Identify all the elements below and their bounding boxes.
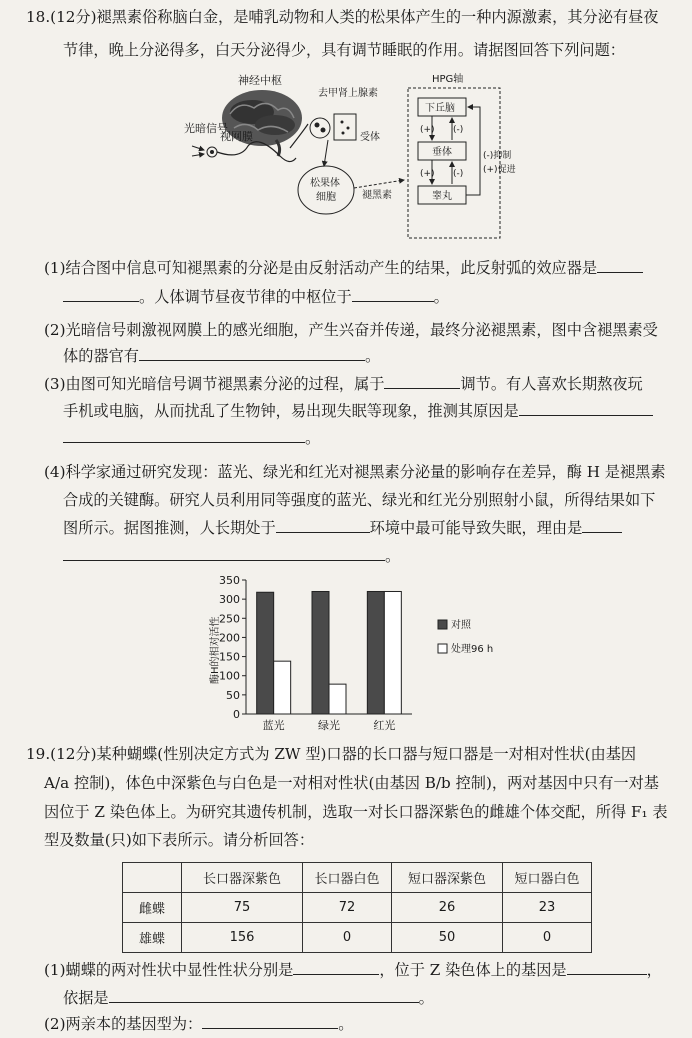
- hpg-axis-label: HPG轴: [432, 74, 464, 85]
- table-header-cell: [123, 863, 182, 893]
- q18-part2-text: 体的器官有: [63, 347, 139, 365]
- y-tick-label: 350: [219, 574, 240, 587]
- melatonin-label: 褪黑素: [362, 190, 392, 201]
- q19-intro-line-2: A/a 控制)，体色中深紫色与白色是一对相对性状(由基因 B/b 控制)，两对基因中只有一对基: [44, 774, 659, 792]
- q18-part3-blank-3[interactable]: [63, 428, 305, 443]
- q18-part4-line-2: 合成的关键酶。研究人员利用同等强度的蓝光、绿光和红光分别照射小鼠，所得结果如下: [63, 491, 656, 509]
- legend-label-1: 处理96 h: [451, 644, 494, 655]
- q18-part3-line-3: [63, 428, 692, 448]
- y-tick-label: 150: [219, 650, 240, 664]
- pineal-cell-label-2: 细胞: [316, 192, 336, 203]
- y-tick-label: 300: [219, 593, 240, 607]
- table-cell: 0: [303, 923, 392, 953]
- table-header-row: [123, 863, 592, 893]
- q19-part1-text: (1)蝴蝶的两对性状中显性性状分别是: [44, 961, 294, 979]
- plus-sign-2: (+): [420, 169, 435, 179]
- legend-label-0: 对照: [451, 620, 471, 631]
- q18-part4-blank-3[interactable]: [63, 546, 385, 561]
- q19-part1-blank-3[interactable]: [109, 988, 419, 1003]
- q18-part4-blank-1[interactable]: [276, 518, 370, 533]
- chart-y-axis-label: 酶H的相对活性: [210, 616, 221, 684]
- brain-icon: [222, 90, 302, 156]
- pineal-cell-label-1: 松果体: [310, 178, 340, 189]
- q18-part4-text: 图所示。据图推测，人长期处于: [63, 519, 276, 537]
- q19-part1-text-3: 依据是: [63, 989, 109, 1007]
- q19-intro-line-4: 型及数量(只)如下表所示。请分析回答：: [44, 831, 315, 849]
- f1-phenotype-table: [122, 862, 592, 953]
- x-category-label: 红光: [373, 719, 396, 732]
- q19-part1-comma: ，: [646, 961, 662, 979]
- x-category-label: 蓝光: [262, 719, 285, 732]
- y-tick-label: 50: [226, 688, 240, 702]
- q19-intro-line-3: 因位于 Z 染色体上。为研究其遗传机制，选取一对长口器深紫色的雌雄个体交配，所得 F₁ 表: [44, 803, 668, 821]
- enzyme-h-activity-chart: [200, 572, 520, 736]
- nerve-center-label: 神经中枢: [238, 74, 282, 87]
- table-row: [123, 923, 592, 953]
- synapse-icon: [310, 114, 356, 140]
- q18-part4-line-1: (4)科学家通过研究发现：蓝光、绿光和红光对褪黑素分泌量的影响存在差异，酶 H 是褪黑素: [44, 463, 666, 481]
- q18-part3-text-3: 手机或电脑，从而扰乱了生物钟，易出现失眠等现象，推测其原因是: [63, 402, 519, 420]
- bar-1-2: [384, 591, 401, 714]
- table-cell: 50: [392, 923, 503, 953]
- testis-label: 睾丸: [432, 191, 452, 202]
- table-header-cell: 短口器深紫色: [392, 863, 503, 893]
- q18-part1-line-2: [63, 287, 692, 307]
- legend-swatch-1: [438, 644, 447, 653]
- table-cell: 雄蝶: [123, 923, 182, 953]
- q18-part4-blank-2[interactable]: [582, 518, 622, 533]
- q18-part2-line-1: (2)光暗信号刺激视网膜上的感光细胞，产生兴奋并传递，最终分泌褪黑素，图中含褪黑素受: [44, 321, 658, 339]
- q18-part1-end: 。: [433, 288, 449, 306]
- q18-part3-line-1: [44, 374, 692, 394]
- table-cell: 156: [182, 923, 303, 953]
- table-row: [123, 893, 592, 923]
- y-tick-label: 200: [219, 631, 240, 645]
- q19-part1-line-1: [44, 960, 692, 980]
- q19-part1-line-2: [63, 988, 692, 1008]
- bar-0-2: [367, 591, 384, 714]
- table-header-cell: 长口器深紫色: [182, 863, 303, 893]
- q19-part1-blank-1[interactable]: [293, 960, 379, 975]
- q18-part4-line-3: [63, 518, 692, 538]
- bar-0-1: [312, 591, 329, 714]
- q18-part3-text-2: 调节。有人喜欢长期熬夜玩: [460, 375, 643, 393]
- q18-part1-blank-2[interactable]: [63, 287, 139, 302]
- y-tick-label: 0: [233, 708, 240, 721]
- norepinephrine-label: 去甲肾上腺素: [318, 88, 378, 99]
- y-tick-label: 250: [219, 612, 240, 626]
- table-header-cell: 短口器白色: [503, 863, 592, 893]
- table-header-cell: 长口器白色: [303, 863, 392, 893]
- q18-part2-line-2: [63, 346, 692, 366]
- pituitary-label: 垂体: [432, 147, 452, 158]
- hypothalamus-label: 下丘脑: [425, 103, 455, 114]
- q18-part1-text-2: 。人体调节昼夜节律的中枢位于: [139, 288, 352, 306]
- table-cell: 0: [503, 923, 592, 953]
- receptor-label: 受体: [360, 132, 380, 143]
- q18-part3-text: (3)由图可知光暗信号调节褪黑素分泌的过程，属于: [44, 375, 385, 393]
- legend-swatch-0: [438, 620, 447, 629]
- bar-1-0: [274, 661, 291, 714]
- q18-part2-end: 。: [364, 347, 381, 365]
- q18-part4-line-4: [63, 546, 692, 566]
- q18-intro-line-1: 18.(12分)褪黑素俗称脑白金，是哺乳动物和人类的松果体产生的一种内源激素，其分泌有昼夜: [26, 8, 659, 26]
- bar-1-1: [329, 684, 346, 714]
- q19-part1-blank-2[interactable]: [567, 960, 647, 975]
- pineal-cell-shape: [298, 166, 354, 214]
- q19-part2-line: [44, 1014, 692, 1034]
- y-tick-label: 100: [219, 669, 240, 683]
- table-cell: 雌蝶: [123, 893, 182, 923]
- table-cell: 23: [503, 893, 592, 923]
- plus-sign-1: (+): [420, 125, 435, 135]
- bar-0-0: [257, 592, 274, 714]
- eye-icon: [207, 147, 217, 157]
- minus-sign-1: (-): [453, 125, 464, 135]
- table-cell: 72: [303, 893, 392, 923]
- q19-part1-end: 。: [418, 989, 434, 1007]
- q18-part4-end: 。: [385, 547, 401, 565]
- q19-part2-text: (2)两亲本的基因型为：: [44, 1015, 203, 1033]
- q18-part1-line-1: [44, 258, 692, 278]
- q19-part1-text-2: ，位于 Z 染色体上的基因是: [379, 961, 567, 979]
- table-cell: 75: [182, 893, 303, 923]
- melatonin-regulation-diagram: [180, 70, 530, 242]
- promote-legend: (+)促进: [483, 165, 516, 175]
- x-category-label: 绿光: [318, 719, 340, 732]
- q19-part2-end: 。: [338, 1015, 354, 1033]
- table-cell: 26: [392, 893, 503, 923]
- q18-intro-line-2: 节律，晚上分泌得多，白天分泌得少，具有调节睡眠的作用。请据图回答下列问题：: [63, 41, 625, 59]
- retina-label: 视网膜: [220, 130, 253, 143]
- q19-part2-blank[interactable]: [202, 1014, 338, 1029]
- q18-part3-blank-2[interactable]: [519, 401, 653, 416]
- q19-intro-line-1: 19.(12分)某种蝴蝶(性别决定方式为 ZW 型)口器的长口器与短口器是一对相对性状(由基因: [26, 745, 637, 763]
- q18-part3-line-2: [63, 401, 692, 421]
- q18-part1-blank-1[interactable]: [597, 258, 643, 273]
- q18-part3-blank-1[interactable]: [384, 374, 460, 389]
- minus-sign-2: (-): [453, 169, 464, 179]
- q18-part1-blank-3[interactable]: [352, 287, 434, 302]
- inhibit-legend: (-)抑制: [483, 151, 512, 161]
- q18-part4-text-2: 环境中最可能导致失眠，理由是: [369, 519, 583, 537]
- q18-part1-text: (1)结合图中信息可知褪黑素的分泌是由反射活动产生的结果，此反射弧的效应器是: [44, 259, 598, 277]
- q18-part3-end: 。: [305, 429, 321, 447]
- light-dark-signal-text: 光暗信号: [184, 122, 228, 135]
- q18-part2-blank[interactable]: [139, 346, 365, 361]
